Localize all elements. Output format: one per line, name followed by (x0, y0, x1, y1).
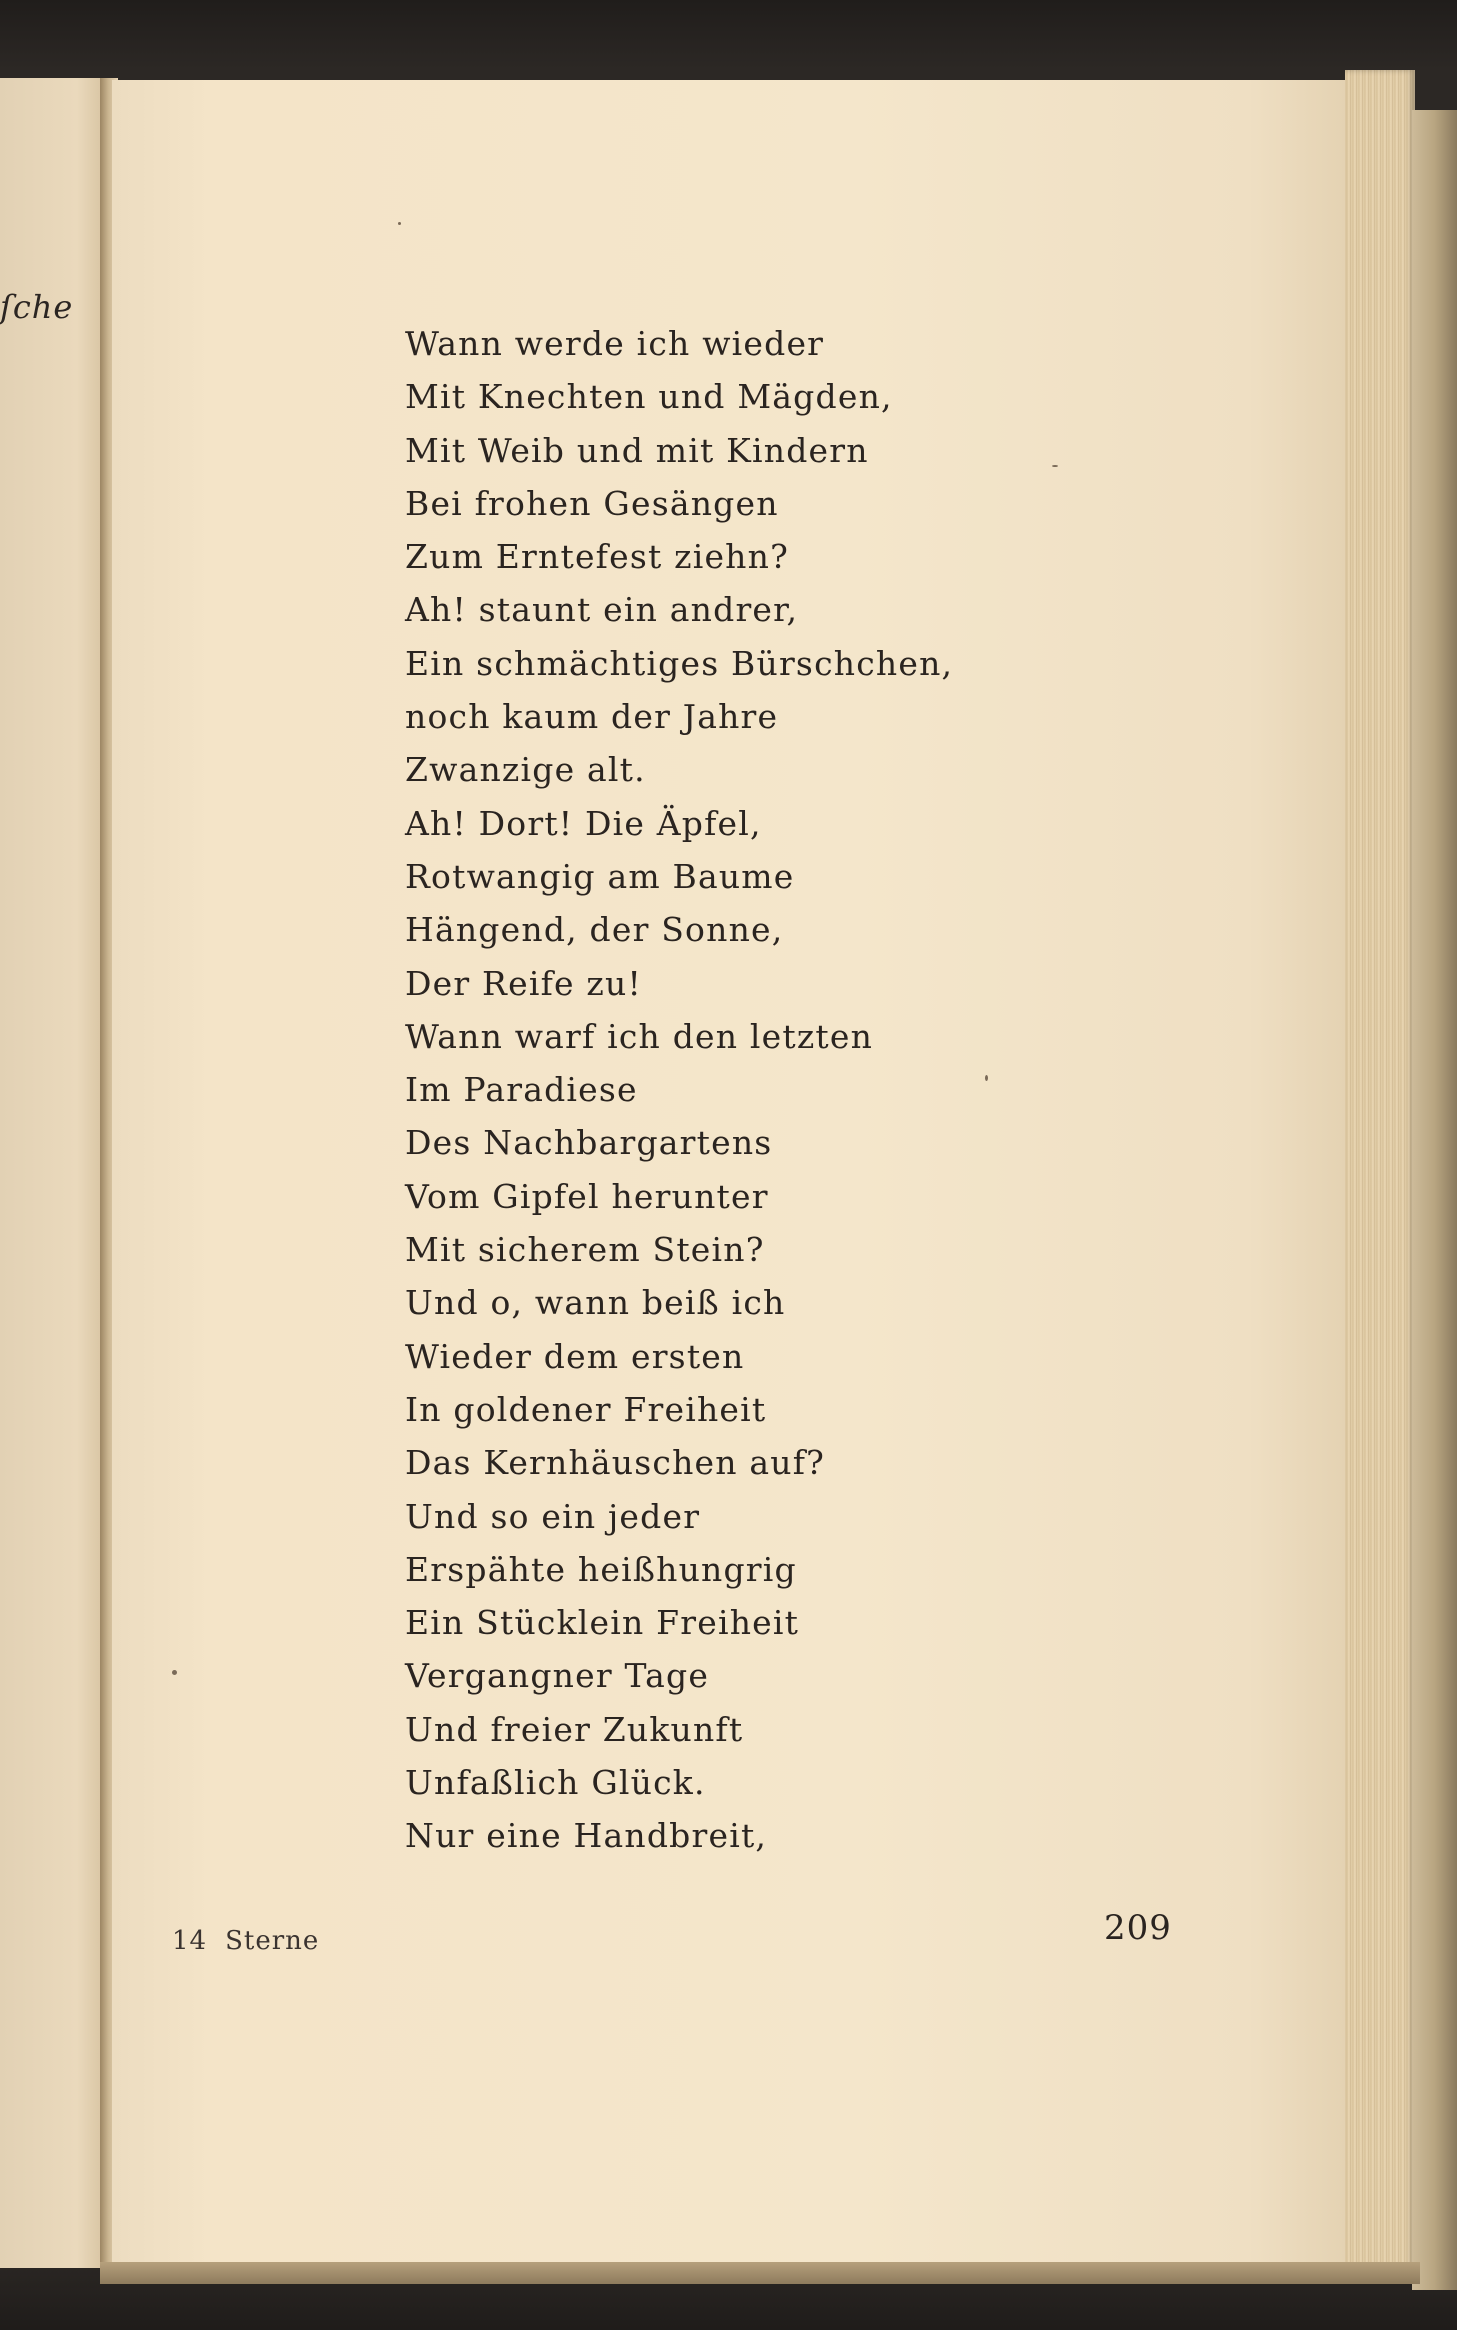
page-number: 209 (1104, 1908, 1172, 1948)
poem-text (405, 317, 953, 1863)
poem-line: Ein schmächtiges Bürschchen, (405, 643, 954, 683)
poem-line: Vergangner Tage (405, 1656, 710, 1696)
paper-speck (172, 1670, 177, 1675)
left-page-text-fragment: ſche (0, 288, 74, 326)
poem-line: Wann werde ich wieder (405, 324, 825, 363)
poem-line: Ah! Dort! Die Äpfel, (405, 803, 762, 843)
poem-line: Wieder dem ersten (405, 1336, 745, 1376)
page-edge-stack (1345, 70, 1415, 2280)
poem-line: Des Nachbargartens (405, 1123, 773, 1163)
poem-line: noch kaum der Jahre (405, 697, 779, 737)
poem-line: Ein Stücklein Freiheit (405, 1603, 800, 1643)
poem-line: Hängend, der Sonne, (405, 910, 784, 950)
poem-line: Und so ein jeder (405, 1496, 701, 1536)
signature-number: 14 (172, 1926, 208, 1956)
poem-line: Und freier Zukunft (405, 1709, 744, 1749)
poem-line: Mit Knechten und Mägden, (405, 377, 893, 417)
paper-speck (1052, 465, 1058, 467)
paper-speck (398, 222, 401, 225)
poem-line: Nur eine Handbreit, (405, 1816, 768, 1856)
poem-line: Zum Erntefest ziehn? (405, 537, 789, 577)
poem-line: Der Reife zu! (405, 963, 642, 1003)
poem-line: Mit sicherem Stein? (405, 1230, 765, 1270)
poem-line: Vom Gipfel herunter (405, 1176, 769, 1216)
poem-line: Rotwangig am Baume (405, 856, 795, 896)
signature-title: Sterne (225, 1926, 320, 1956)
poem-line: Ah! staunt ein andrer, (405, 590, 799, 630)
poem-line: Und o, wann beiß ich (405, 1283, 786, 1323)
poem-line: Unfaßlich Glück. (405, 1763, 706, 1803)
poem-line: Zwanzige alt. (405, 750, 646, 790)
left-page (0, 78, 110, 2268)
poem-line: Mit Weib und mit Kindern (405, 430, 869, 470)
poem-line: Wann warf ich den letzten (405, 1016, 874, 1056)
poem-line: Im Paradiese (405, 1070, 638, 1110)
paper-speck (985, 1075, 988, 1081)
poem-line: Erspähte heißhungrig (405, 1549, 797, 1589)
signature-mark (172, 1926, 337, 1956)
poem-line: Bei frohen Gesängen (405, 483, 779, 523)
book-cover-edge (1412, 110, 1457, 2290)
poem-line: In goldener Freiheit (405, 1389, 767, 1429)
poem-line: Das Kernhäuschen auf? (405, 1443, 826, 1483)
book-bottom-edge (100, 2262, 1420, 2284)
